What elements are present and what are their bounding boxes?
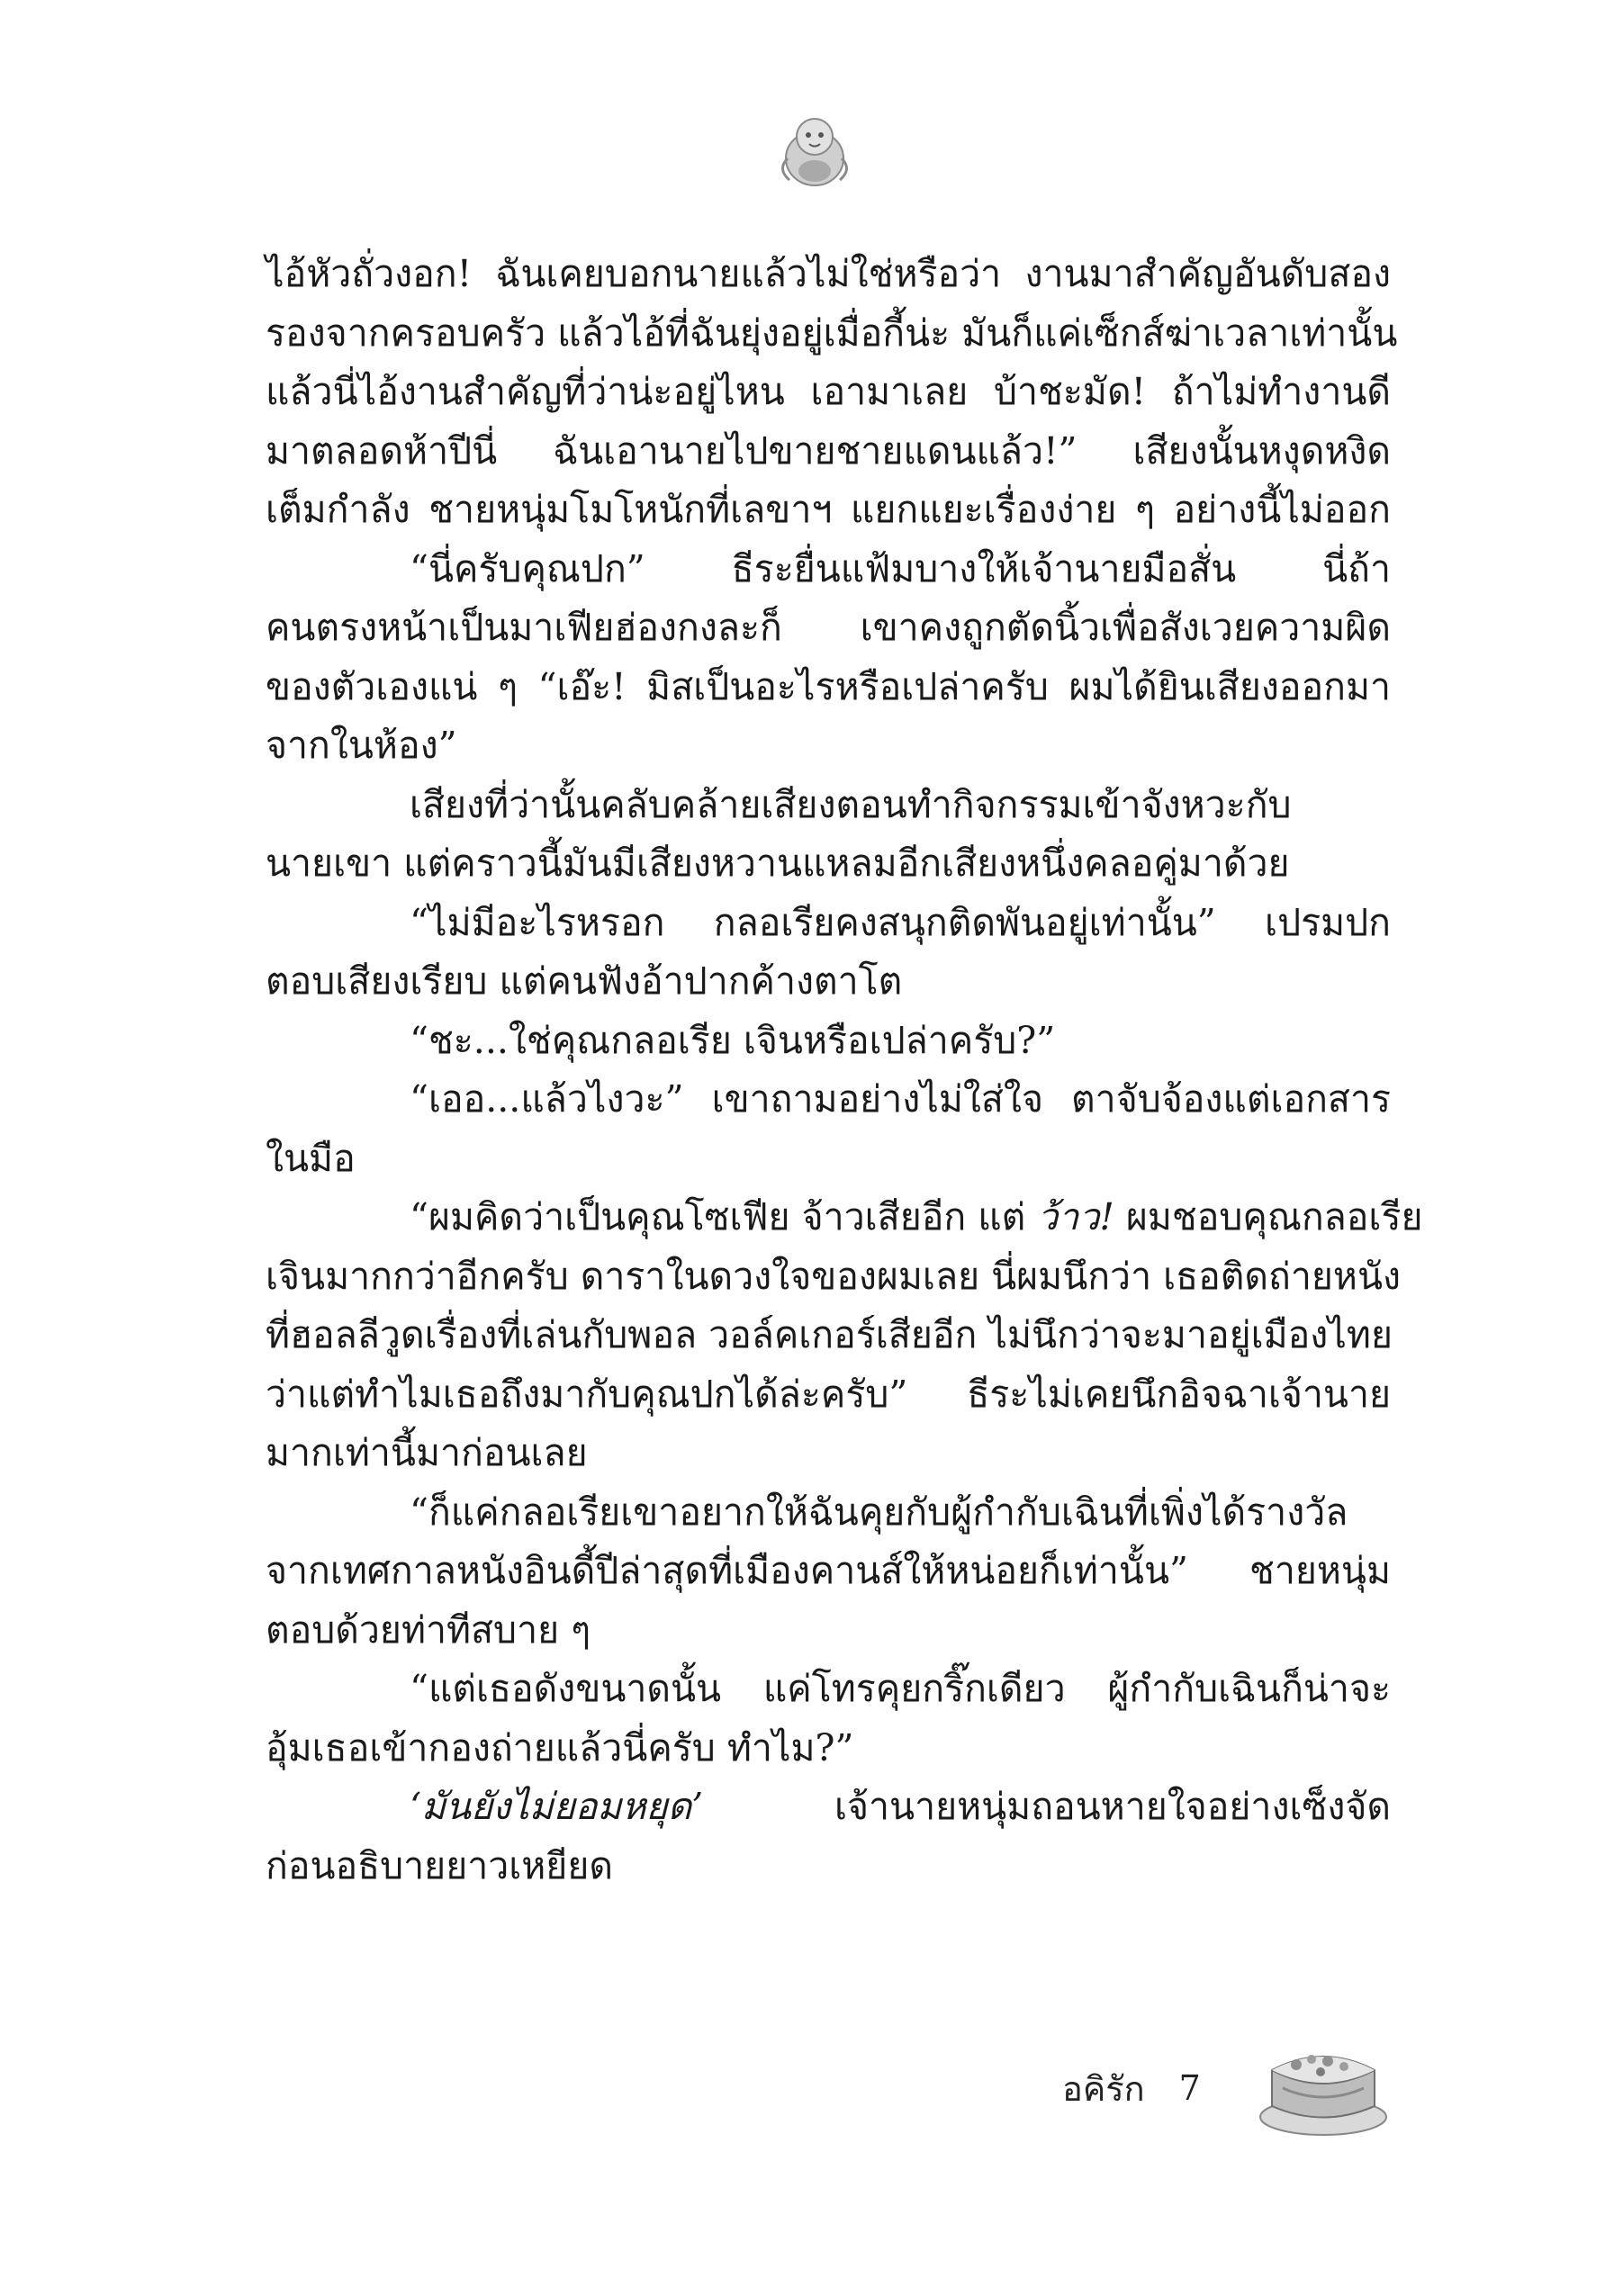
text-line: “ชะ...ใช่คุณกลอเรีย เจินหรือเปล่าครับ?” — [410, 1018, 1056, 1062]
text-segment: เจ้านายหนุ่มถอนหายใจอย่างเซ็งจัด — [703, 1785, 1391, 1828]
text-line: นายเขา แต่คราวนี้มันมีเสียงหวานแหลมอีกเสียงหนึ่งคลอคู่มาด้วย — [266, 842, 1290, 885]
text-line: จากเทศกาลหนังอินดี้ปีล่าสุดที่เมืองคานส์ให้หน่อยก็เท่านั้น” ชายหนุ่ม — [266, 1549, 1391, 1592]
cake-ornament-icon — [1256, 2016, 1391, 2142]
text-line: ไอ้หัวถั่วงอก! ฉันเคยบอกนายแล้วไม่ใช่หรือว่า งานมาสำคัญอันดับสอง — [266, 252, 1391, 295]
text-line: เสียงที่ว่านั้นคลับคล้ายเสียงตอนทำกิจกรรมเข้าจังหวะกับ — [410, 782, 1292, 826]
italic-text: ‘มันยังไม่ยอมหยุด’ — [410, 1785, 704, 1828]
text-line: มากเท่านี้มาก่อนเลย — [266, 1431, 588, 1474]
text-line: จากในห้อง” — [266, 724, 457, 767]
text-line: คนตรงหน้าเป็นมาเฟียฮ่องกงละก็ เขาคงถูกตัดนิ้วเพื่อสังเวยความผิด — [266, 606, 1391, 649]
text-line: แล้วนี่ไอ้งานสำคัญที่ว่าน่ะอยู่ไหน เอามาเลย บ้าชะมัด! ถ้าไม่ทำงานดี — [266, 370, 1391, 413]
text-line — [266, 1778, 1391, 1837]
page-footer — [1062, 2057, 1201, 2120]
italic-text: ว้าว! — [1037, 1195, 1114, 1238]
text-line — [266, 1188, 1423, 1247]
text-line: ว่าแต่ทำไมเธอถึงมากับคุณปกได้ล่ะครับ” ธีระไม่เคยนึกอิจฉาเจ้านาย — [266, 1372, 1391, 1416]
page-body — [266, 245, 1423, 1895]
text-line: ตอบเสียงเรียบ แต่คนฟังอ้าปากค้างตาโต — [266, 959, 903, 1003]
text-line: “เออ...แล้วไงวะ” เขาถามอย่างไม่ใส่ใจ ตาจับจ้องแต่เอกสาร — [410, 1077, 1391, 1121]
text-line: เจินมากกว่าอีกครับ ดาราในดวงใจของผมเลย นี่ผมนึกว่า เธอติดถ่ายหนัง — [266, 1254, 1401, 1298]
text-line: ที่ฮอลลีวูดเรื่องที่เล่นกับพอล วอล์คเกอร์เสียอีก ไม่นึกว่าจะมาอยู่เมืองไทย — [266, 1313, 1393, 1356]
text-line: “แต่เธอดังขนาดนั้น แค่โทรคุยกริ๊กเดียว ผู้กำกับเฉินก็น่าจะ — [410, 1667, 1391, 1710]
page-number: 7 — [1178, 2068, 1201, 2108]
mascot-ornament-icon — [770, 106, 860, 196]
text-line: ของตัวเองแน่ ๆ “เอ๊ะ! มิสเป็นอะไรหรือเปล่าครับ ผมได้ยินเสียงออกมา — [266, 664, 1391, 708]
text-line: เต็มกำลัง ชายหนุ่มโมโหนักที่เลขาฯ แยกแยะเรื่องง่าย ๆ อย่างนี้ไม่ออก — [266, 488, 1391, 531]
text-line: “นี่ครับคุณปก” ธีระยื่นแฟ้มบางให้เจ้านายมือสั่น นี่ถ้า — [410, 546, 1391, 590]
text-segment: ผมชอบคุณกลอเรีย — [1114, 1195, 1423, 1238]
book-title: อคิรัก — [1062, 2068, 1145, 2109]
text-line: รองจากครอบครัว แล้วไอ้ที่ฉันยุ่งอยู่เมื่อกี้น่ะ มันก็แค่เซ็กส์ฆ่าเวลาเท่านั้น — [266, 311, 1398, 355]
text-segment: “ผมคิดว่าเป็นคุณโซเฟีย จ้าวเสียอีก แต่ — [410, 1195, 1038, 1238]
text-line: ก่อนอธิบายยาวเหยียด — [266, 1843, 613, 1887]
text-line: อุ้มเธอเข้ากองถ่ายแล้วนี่ครับ ทำไม?” — [266, 1725, 854, 1769]
text-line: ในมือ — [266, 1136, 356, 1180]
text-line: “ไม่มีอะไรหรอก กลอเรียคงสนุกติดพันอยู่เท่านั้น” เปรมปก — [410, 900, 1391, 944]
text-line: มาตลอดห้าปีนี่ ฉันเอานายไปขายชายแดนแล้ว!” เสียงนั้นหงุดหงิด — [266, 428, 1391, 473]
text-line: ตอบด้วยท่าทีสบาย ๆ — [266, 1607, 591, 1652]
text-line: “ก็แค่กลอเรียเขาอยากให้ฉันคุยกับผู้กำกับเฉินที่เพิ่งได้รางวัล — [410, 1490, 1348, 1534]
